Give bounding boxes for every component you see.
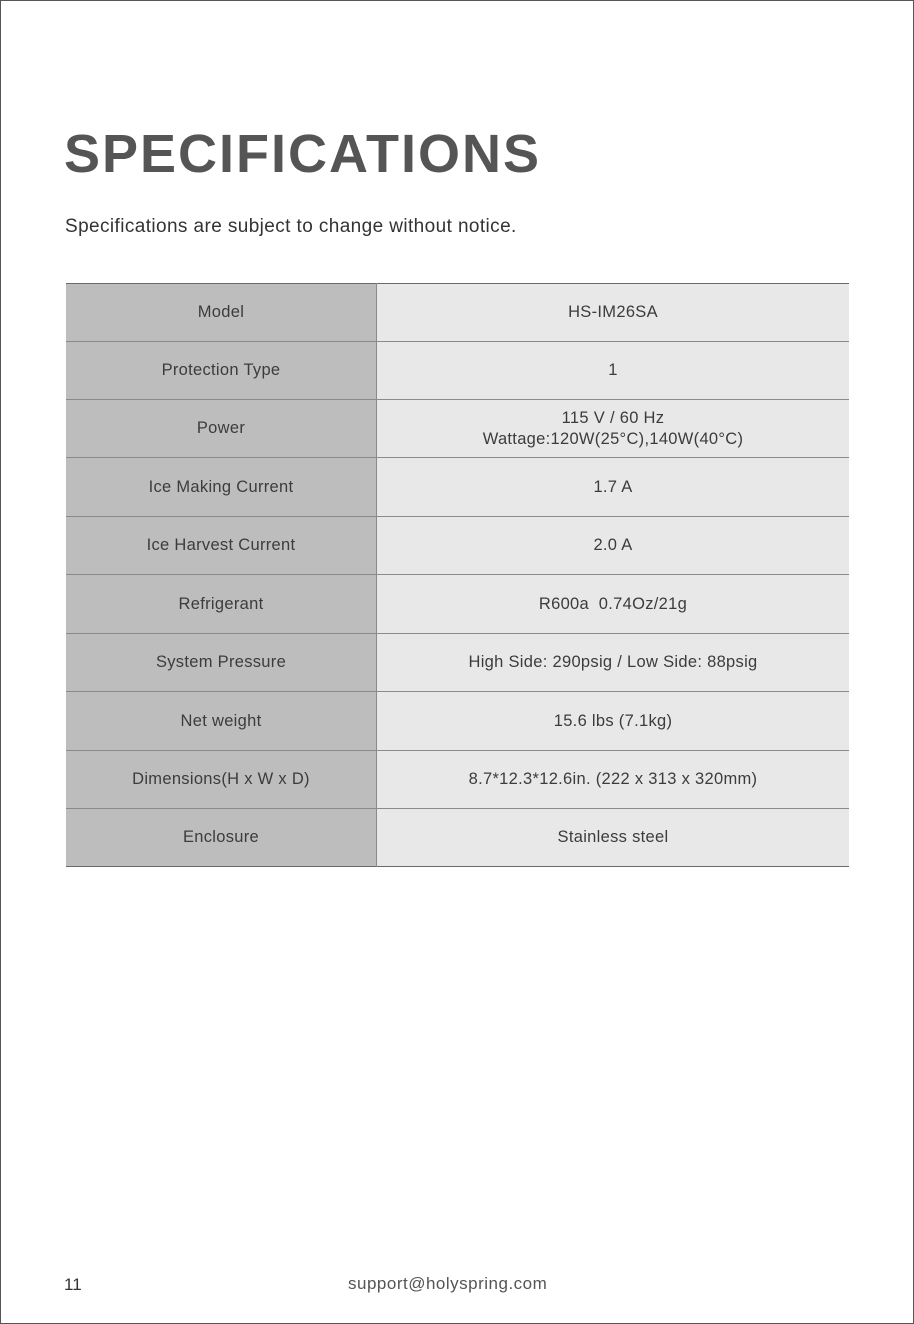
support-email: support@holyspring.com bbox=[348, 1274, 548, 1293]
table-row bbox=[66, 342, 849, 400]
spec-value-protection-type: 1 bbox=[377, 342, 850, 400]
spec-value-ice-making-current: 1.7 A bbox=[377, 458, 850, 517]
table-row bbox=[66, 634, 849, 692]
table-row bbox=[66, 284, 849, 342]
spec-label-ice-harvest-current: Ice Harvest Current bbox=[66, 517, 377, 575]
spec-label-system-pressure: System Pressure bbox=[66, 634, 377, 692]
table-row bbox=[66, 400, 849, 458]
spec-label-power: Power bbox=[66, 400, 377, 458]
spec-value-system-pressure: High Side: 290psig / Low Side: 88psig bbox=[377, 634, 850, 692]
spec-label-refrigerant: Refrigerant bbox=[66, 575, 377, 634]
spec-value-power-line-1: 115 V / 60 Hz bbox=[561, 408, 665, 427]
spec-label-protection-type: Protection Type bbox=[66, 342, 377, 400]
spec-value-power-line-2: Wattage:120W(25°C),140W(40°C) bbox=[482, 429, 744, 448]
spec-label-model: Model bbox=[66, 284, 377, 342]
specifications-table bbox=[66, 283, 849, 867]
spec-value-refrigerant: R600a 0.74Oz/21g bbox=[377, 575, 850, 634]
page-number: 11 bbox=[64, 1275, 82, 1294]
table-row bbox=[66, 692, 849, 751]
spec-label-ice-making-current: Ice Making Current bbox=[66, 458, 377, 517]
page-subtitle: Specifications are subject to change without notice. bbox=[65, 216, 517, 237]
spec-label-net-weight: Net weight bbox=[66, 692, 377, 751]
table-row bbox=[66, 809, 849, 867]
spec-value-model: HS-IM26SA bbox=[377, 284, 850, 342]
spec-label-enclosure: Enclosure bbox=[66, 809, 377, 867]
table-row bbox=[66, 517, 849, 575]
table-row bbox=[66, 575, 849, 634]
spec-value-ice-harvest-current: 2.0 A bbox=[377, 517, 850, 575]
spec-value-enclosure: Stainless steel bbox=[377, 809, 850, 867]
spec-value-net-weight: 15.6 lbs (7.1kg) bbox=[377, 692, 850, 751]
table-row bbox=[66, 458, 849, 517]
table-row bbox=[66, 751, 849, 809]
spec-value-dimensions: 8.7*12.3*12.6in. (222 x 313 x 320mm) bbox=[377, 751, 850, 809]
spec-label-dimensions: Dimensions(H x W x D) bbox=[66, 751, 377, 809]
spec-value-power bbox=[377, 400, 850, 458]
page-title: SPECIFICATIONS bbox=[64, 124, 542, 184]
